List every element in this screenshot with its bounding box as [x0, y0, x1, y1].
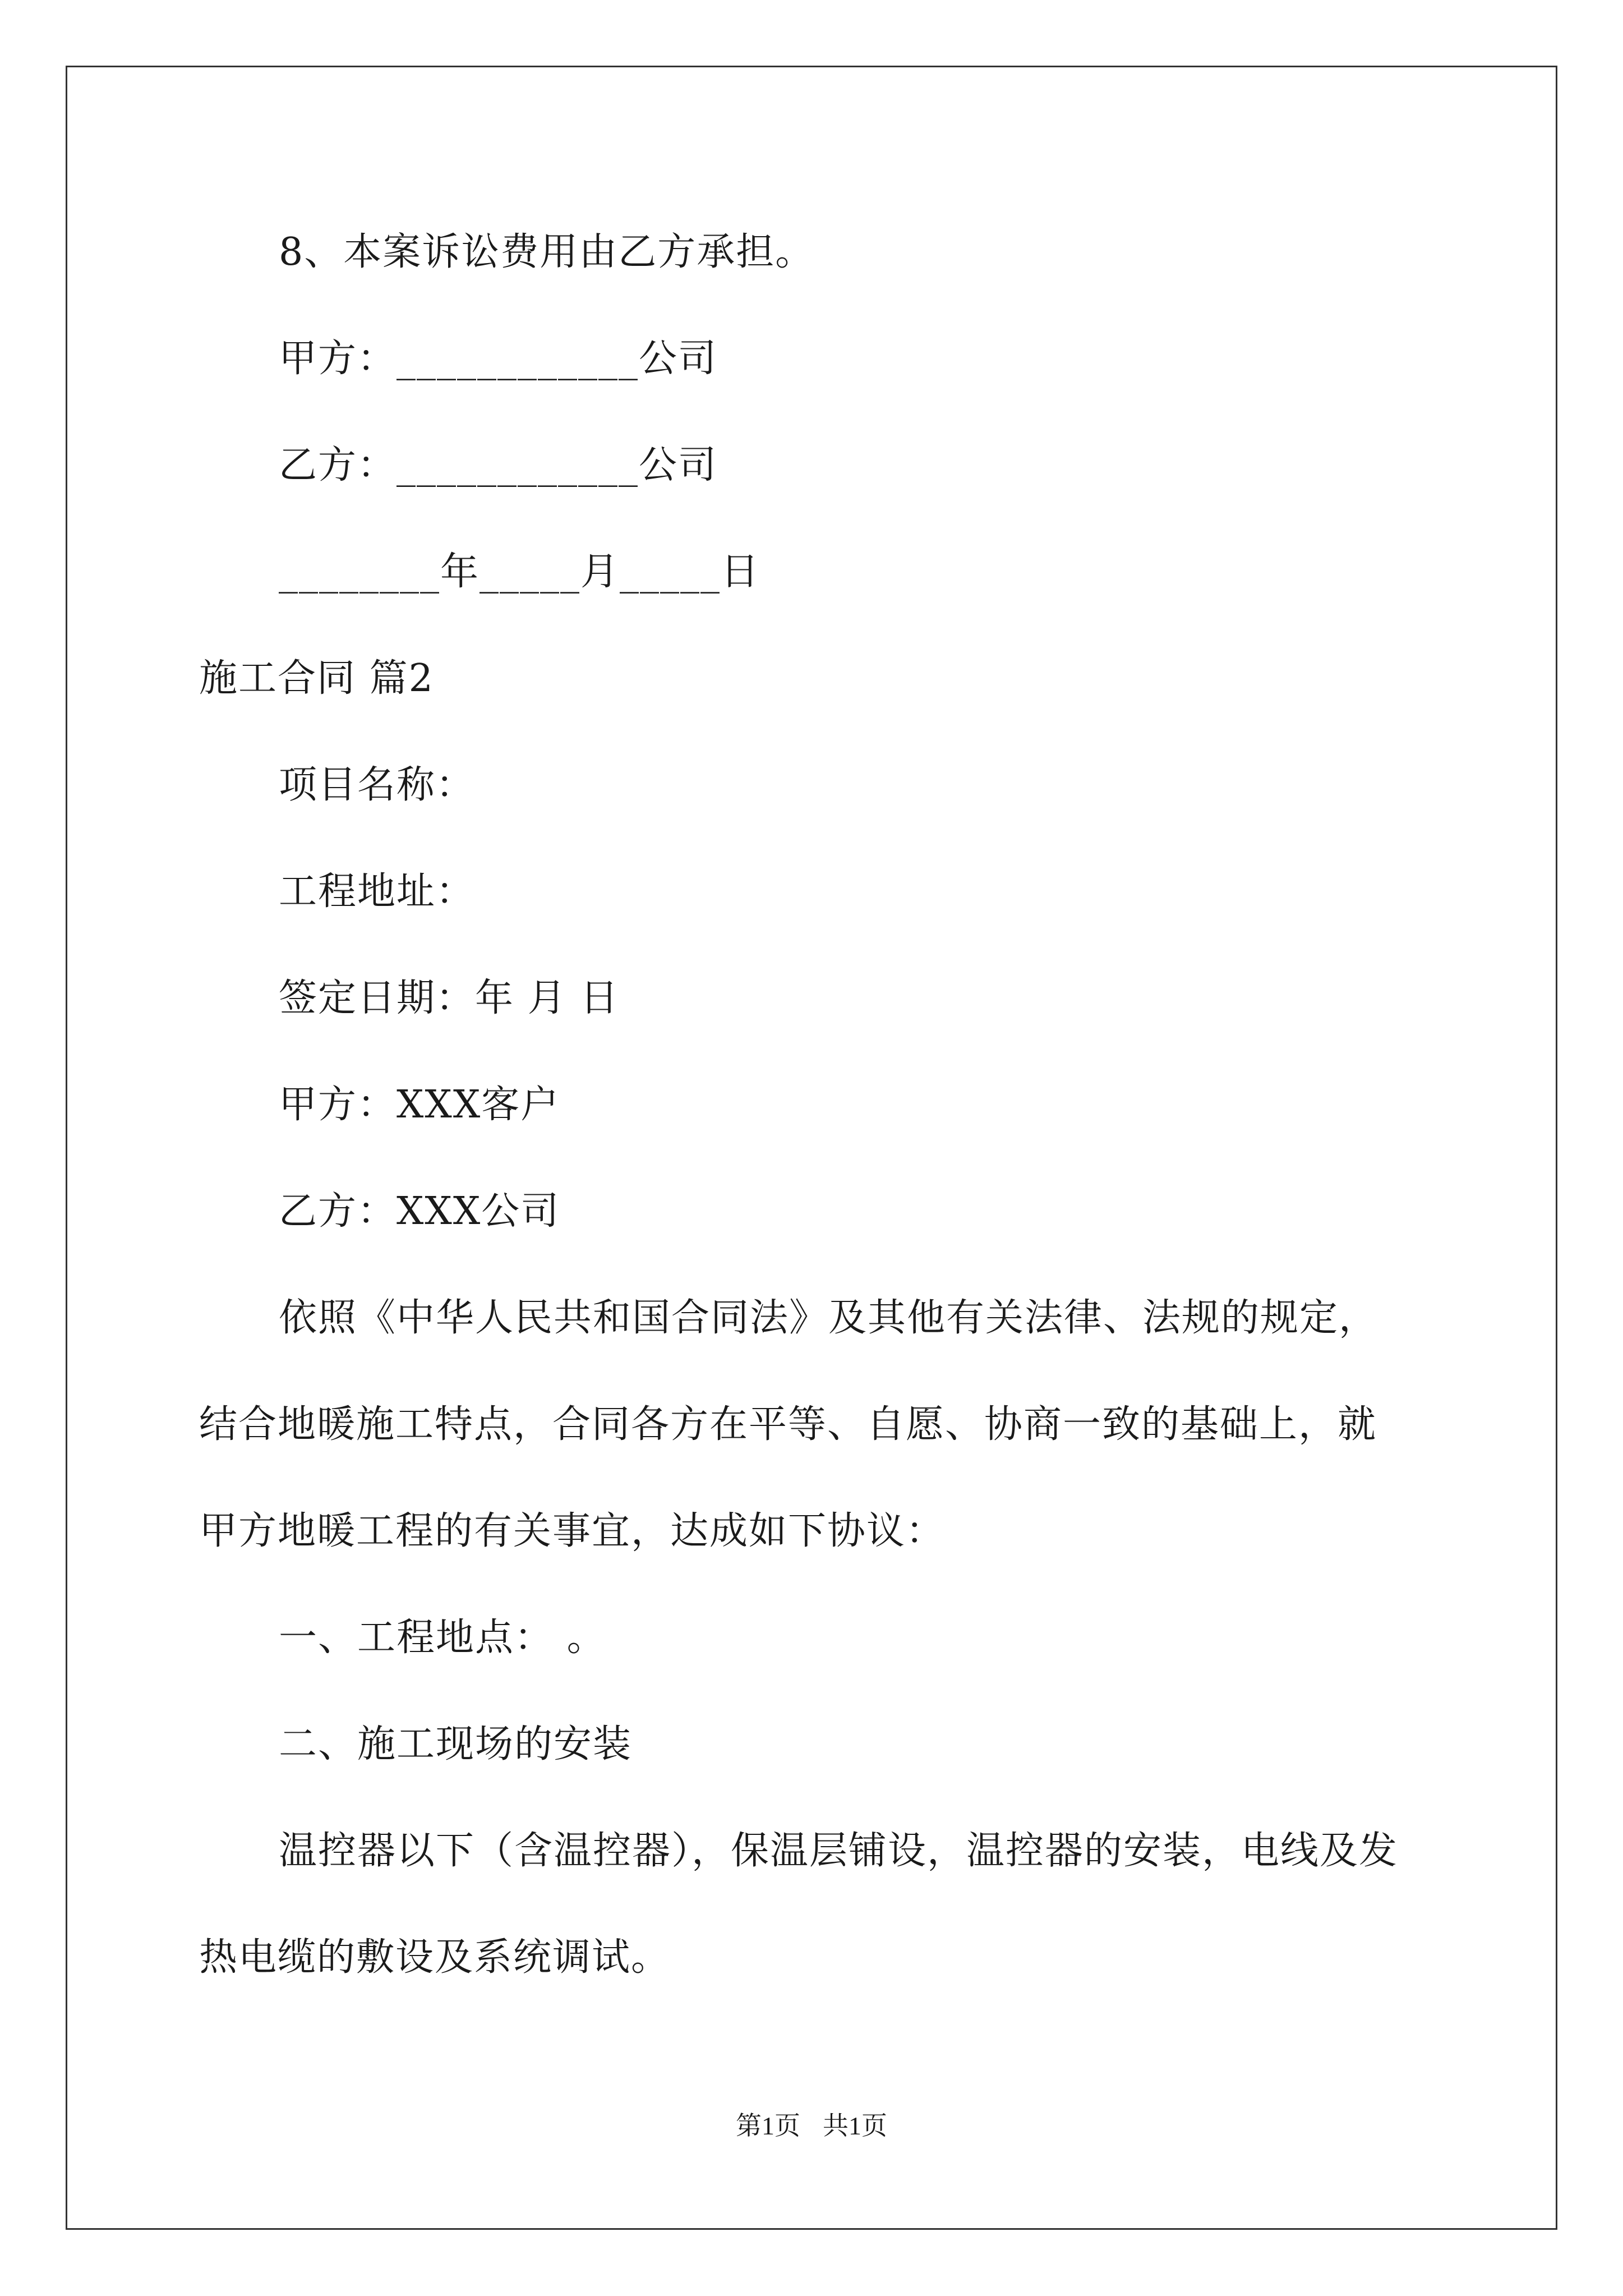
- preamble-line-3: 甲方地暖工程的有关事宜，达成如下协议：: [199, 1509, 946, 1553]
- clause-1-location: 一、工程地点： 。: [279, 1616, 606, 1660]
- party-b-signature: 乙方：____________公司: [279, 443, 718, 487]
- clause-2-body-line-2: 热电缆的敷设及系统调试。: [199, 1935, 671, 1980]
- page-total: 共1页: [823, 2111, 887, 2140]
- party-a-signature: 甲方：____________公司: [279, 337, 718, 381]
- clause-8-text: 8、本案诉讼费用由乙方承担。: [279, 230, 815, 274]
- page-frame: [66, 66, 1557, 2230]
- clause-2-body-line-1: 温控器以下（含温控器），保温层铺设，温控器的安装，电线及发: [279, 1829, 1399, 1873]
- project-address: 工程地址：: [279, 869, 476, 914]
- party-b: 乙方：XXX公司: [279, 1189, 560, 1234]
- project-name: 项目名称：: [279, 763, 476, 807]
- section-heading: 施工合同 篇2: [199, 656, 434, 701]
- clause-2-heading: 二、施工现场的安装: [279, 1722, 633, 1766]
- page-footer: [0, 2109, 1623, 2143]
- party-a: 甲方：XXX客户: [279, 1083, 560, 1127]
- preamble-line-1: 依照《中华人民共和国合同法》及其他有关法律、法规的规定，: [279, 1296, 1378, 1340]
- page-number: 第1页: [736, 2111, 800, 2140]
- sign-date: 签定日期：年 月 日: [279, 976, 620, 1020]
- preamble-line-2: 结合地暖施工特点，合同各方在平等、自愿、协商一致的基础上，就: [199, 1402, 1377, 1447]
- signature-date: ________年_____月_____日: [279, 550, 760, 594]
